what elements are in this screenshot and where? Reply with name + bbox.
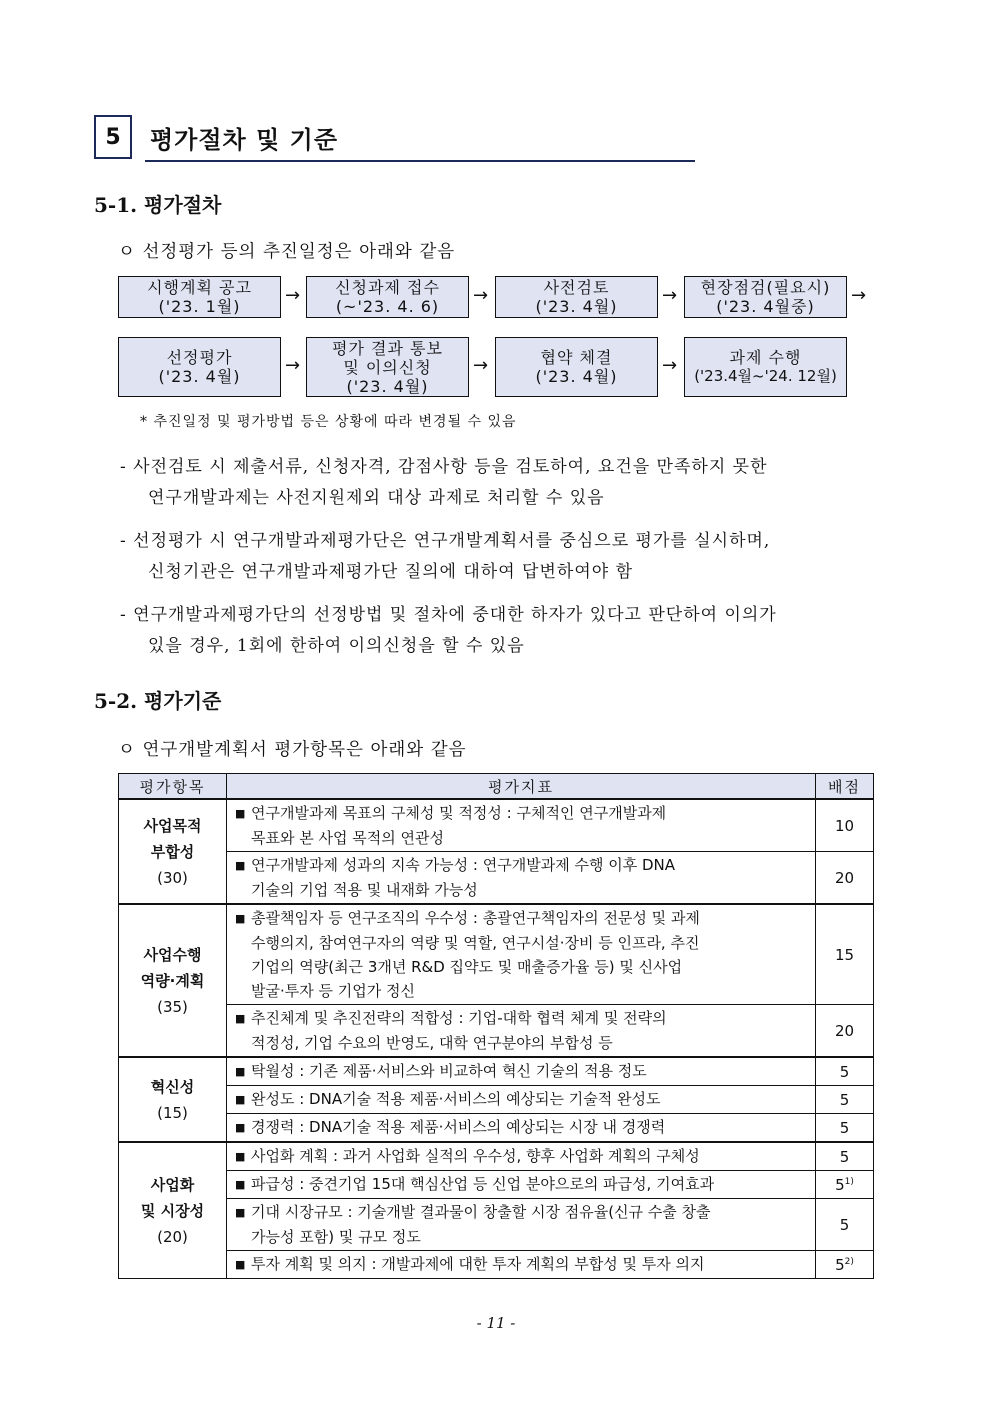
indicator-text: 기대 시장규모 : 기술개발 결과물이 창출할 시장 점유율(신규 수출 창출 bbox=[251, 1203, 711, 1221]
category-weight: (15) bbox=[157, 1103, 188, 1122]
category-weight: (20) bbox=[157, 1227, 188, 1246]
square-bullet-icon: ■ bbox=[235, 912, 246, 925]
flow-step-label: 과제 수행 bbox=[729, 348, 802, 367]
flow-step-label: 사전검토 bbox=[543, 278, 610, 297]
category-weight: (35) bbox=[157, 997, 188, 1016]
indicator-cell bbox=[227, 852, 816, 905]
indicator-text: 발굴·투자 등 기업가 정신 bbox=[251, 982, 415, 1000]
footnote-marker: 2) bbox=[844, 1256, 854, 1267]
flow-step-pre-review bbox=[495, 276, 658, 318]
score-cell bbox=[816, 904, 874, 1005]
indicator-cell bbox=[227, 904, 816, 1005]
score-cell bbox=[816, 799, 874, 852]
procedure-item-2 bbox=[120, 526, 910, 588]
square-bullet-icon: ■ bbox=[235, 1121, 246, 1134]
indicator-cell bbox=[227, 1199, 816, 1251]
indicator-cell bbox=[227, 1142, 816, 1171]
category-cell bbox=[119, 904, 227, 1057]
procedure-item-3 bbox=[120, 600, 910, 662]
procedure-item-line: 신청기관은 연구개발과제평가단 질의에 대하여 답변하여야 함 bbox=[148, 562, 633, 582]
score-value: 5 bbox=[839, 1118, 850, 1137]
flow-arrow: → bbox=[662, 285, 678, 306]
section-number: 5 bbox=[105, 124, 121, 150]
flow-step-project-execution bbox=[684, 337, 847, 397]
category-cell bbox=[119, 1057, 227, 1142]
indicator-text: 기술의 기업 적용 및 내재화 가능성 bbox=[251, 881, 478, 899]
category-label: 사업목적 bbox=[143, 816, 202, 835]
table-row bbox=[119, 1199, 874, 1251]
flow-step-label: 현장점검(필요시) bbox=[700, 278, 831, 297]
subsection-heading-criteria: 5-2. 평가기준 bbox=[94, 689, 222, 713]
score-cell bbox=[816, 1086, 874, 1114]
section-title: 평가절차 및 기준 bbox=[150, 126, 338, 154]
square-bullet-icon: ■ bbox=[235, 1065, 246, 1078]
table-row bbox=[119, 1114, 874, 1143]
category-label: 역량·계획 bbox=[140, 971, 205, 990]
header-category: 평가항목 bbox=[119, 774, 227, 800]
indicator-cell bbox=[227, 1171, 816, 1199]
indicator-text: 완성도 : DNA기술 적용 제품·서비스의 예상되는 기술적 완성도 bbox=[251, 1090, 661, 1108]
square-bullet-icon: ■ bbox=[235, 1258, 246, 1271]
indicator-text: 사업화 계획 : 과거 사업화 실적의 우수성, 향후 사업화 계획의 구체성 bbox=[251, 1147, 700, 1165]
indicator-cell bbox=[227, 1057, 816, 1086]
procedure-item-1 bbox=[120, 452, 910, 514]
category-label: 사업수행 bbox=[143, 945, 202, 964]
indicator-cell bbox=[227, 1114, 816, 1143]
score-value: 5 bbox=[839, 1147, 850, 1166]
flow-step-agreement bbox=[495, 337, 658, 397]
score-cell bbox=[816, 1142, 874, 1171]
schedule-note: * 추진일정 및 평가방법 등은 상황에 따라 변경될 수 있음 bbox=[140, 414, 517, 430]
flow-step-date: (~'23. 4. 6) bbox=[335, 297, 440, 316]
header-indicator: 평가지표 bbox=[227, 774, 816, 800]
flow-step-date: ('23. 4월) bbox=[535, 367, 618, 386]
indicator-text: 기업의 역량(최근 3개년 R&D 집약도 및 매출증가율 등) 및 신사업 bbox=[251, 958, 683, 976]
procedure-item-line: - 선정평가 시 연구개발과제평가단은 연구개발계획서를 중심으로 평가를 실시하며, bbox=[120, 531, 771, 551]
flow-arrow: → bbox=[285, 355, 301, 376]
score-value: 10 bbox=[834, 816, 855, 835]
table-row bbox=[119, 1057, 874, 1086]
score-value: 5 bbox=[839, 1090, 850, 1109]
indicator-cell bbox=[227, 1086, 816, 1114]
score-value: 5 bbox=[839, 1215, 850, 1234]
score-cell bbox=[816, 1005, 874, 1058]
score-value: 5 bbox=[835, 1175, 845, 1194]
flow-arrow: → bbox=[285, 285, 301, 306]
category-label: 부합성 bbox=[150, 842, 195, 861]
score-cell bbox=[816, 1057, 874, 1086]
flow-step-result-notice bbox=[306, 337, 469, 397]
flow-step-date: ('23. 4월) bbox=[158, 367, 241, 386]
flow-step-selection-eval bbox=[118, 337, 281, 397]
score-value: 20 bbox=[834, 1021, 855, 1040]
score-cell bbox=[816, 852, 874, 905]
flow-step-label: 신청과제 접수 bbox=[335, 278, 440, 297]
section-underline bbox=[145, 160, 695, 162]
flow-step-application bbox=[306, 276, 469, 318]
flow-step-label: 협약 체결 bbox=[540, 348, 613, 367]
procedure-intro: ㅇ 선정평가 등의 추진일정은 아래와 같음 bbox=[118, 242, 456, 262]
flow-arrow: → bbox=[473, 355, 489, 376]
score-value: 5 bbox=[835, 1255, 845, 1274]
square-bullet-icon: ■ bbox=[235, 1206, 246, 1219]
flow-step-date: ('23. 4월) bbox=[535, 297, 618, 316]
subsection-heading-procedure: 5-1. 평가절차 bbox=[94, 193, 222, 217]
footnote-marker: 1) bbox=[844, 1176, 854, 1187]
score-cell bbox=[816, 1199, 874, 1251]
table-row bbox=[119, 904, 874, 1005]
score-cell bbox=[816, 1114, 874, 1143]
square-bullet-icon: ■ bbox=[235, 1093, 246, 1106]
category-cell bbox=[119, 799, 227, 904]
indicator-text: 경쟁력 : DNA기술 적용 제품·서비스의 예상되는 시장 내 경쟁력 bbox=[251, 1118, 666, 1136]
score-cell bbox=[816, 1171, 874, 1199]
indicator-text: 연구개발과제 성과의 지속 가능성 : 연구개발과제 수행 이후 DNA bbox=[251, 856, 675, 874]
indicator-cell bbox=[227, 799, 816, 852]
score-value: 5 bbox=[839, 1062, 850, 1081]
indicator-text: 수행의지, 참여연구자의 역량 및 역할, 연구시설·장비 등 인프라, 추진 bbox=[251, 934, 700, 952]
table-row bbox=[119, 1171, 874, 1199]
square-bullet-icon: ■ bbox=[235, 1150, 246, 1163]
flow-step-site-inspection bbox=[684, 276, 847, 318]
flow-step-label-2: 및 이의신청 bbox=[343, 357, 432, 377]
table-row bbox=[119, 852, 874, 905]
flow-step-date: ('23. 1월) bbox=[158, 297, 241, 316]
indicator-cell bbox=[227, 1005, 816, 1058]
evaluation-criteria-table bbox=[118, 773, 874, 1279]
square-bullet-icon: ■ bbox=[235, 1178, 246, 1191]
flow-step-label: 시행계획 공고 bbox=[147, 278, 252, 297]
indicator-text: 적정성, 기업 수요의 반영도, 대학 연구분야의 부합성 등 bbox=[251, 1034, 613, 1052]
indicator-text: 탁월성 : 기존 제품·서비스와 비교하여 혁신 기술의 적용 정도 bbox=[251, 1062, 647, 1080]
indicator-cell bbox=[227, 1251, 816, 1279]
flow-arrow: → bbox=[473, 285, 489, 306]
table-row bbox=[119, 1005, 874, 1058]
category-cell bbox=[119, 1142, 227, 1279]
flow-step-date: ('23.4월~'24. 12월) bbox=[694, 367, 837, 385]
category-label: 및 시장성 bbox=[140, 1201, 205, 1220]
table-header-row bbox=[119, 774, 874, 800]
indicator-text: 목표와 본 사업 목적의 연관성 bbox=[251, 829, 444, 847]
square-bullet-icon: ■ bbox=[235, 859, 246, 872]
flow-arrow: → bbox=[662, 355, 678, 376]
indicator-text: 추진체계 및 추진전략의 적합성 : 기업-대학 협력 체계 및 전략의 bbox=[251, 1009, 667, 1027]
procedure-item-line: - 사전검토 시 제출서류, 신청자격, 감점사항 등을 검토하여, 요건을 만족하지 못한 bbox=[120, 457, 768, 477]
page-number: - 11 - bbox=[476, 1314, 516, 1332]
flow-step-announcement bbox=[118, 276, 281, 318]
table-row bbox=[119, 1086, 874, 1114]
category-label: 사업화 bbox=[150, 1175, 195, 1194]
category-weight: (30) bbox=[157, 868, 188, 887]
table-row bbox=[119, 1142, 874, 1171]
header-score: 배점 bbox=[816, 774, 874, 800]
flow-arrow: → bbox=[851, 285, 867, 306]
indicator-text: 가능성 포함) 및 규모 정도 bbox=[251, 1228, 421, 1246]
procedure-item-line: 있을 경우, 1회에 한하여 이의신청을 할 수 있음 bbox=[148, 636, 525, 656]
category-label: 혁신성 bbox=[150, 1077, 195, 1096]
flow-step-date: ('23. 4월중) bbox=[716, 297, 815, 316]
flow-step-date: ('23. 4월) bbox=[346, 376, 429, 396]
indicator-text: 연구개발과제 목표의 구체성 및 적정성 : 구체적인 연구개발과제 bbox=[251, 804, 667, 822]
criteria-intro: ㅇ 연구개발계획서 평가항목은 아래와 같음 bbox=[118, 740, 467, 760]
table-row bbox=[119, 1251, 874, 1279]
square-bullet-icon: ■ bbox=[235, 1012, 246, 1025]
table-row bbox=[119, 799, 874, 852]
indicator-text: 투자 계획 및 의지 : 개발과제에 대한 투자 계획의 부합성 및 투자 의지 bbox=[251, 1255, 705, 1273]
flow-step-label: 선정평가 bbox=[166, 348, 233, 367]
indicator-text: 파급성 : 중견기업 15대 핵심산업 등 신업 분야으로의 파급성, 기여효과 bbox=[251, 1175, 715, 1193]
indicator-text: 총괄책임자 등 연구조직의 우수성 : 총괄연구책임자의 전문성 및 과제 bbox=[251, 909, 700, 927]
square-bullet-icon: ■ bbox=[235, 807, 246, 820]
procedure-item-line: 연구개발과제는 사전지원제외 대상 과제로 처리할 수 있음 bbox=[148, 488, 605, 508]
score-value: 20 bbox=[834, 868, 855, 887]
score-cell bbox=[816, 1251, 874, 1279]
score-value: 15 bbox=[834, 945, 855, 964]
flow-step-label: 평가 결과 통보 bbox=[332, 338, 443, 358]
section-number-box bbox=[94, 115, 132, 159]
procedure-item-line: - 연구개발과제평가단의 선정방법 및 절차에 중대한 하자가 있다고 판단하여 이의가 bbox=[120, 605, 777, 625]
